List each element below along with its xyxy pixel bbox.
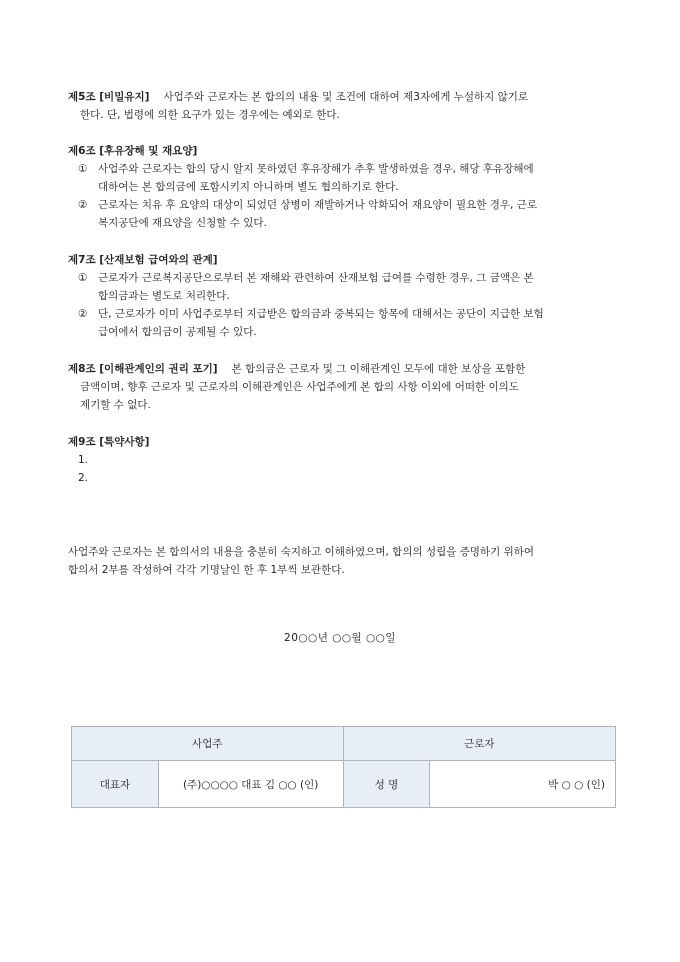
article-8-text-line1: 본 합의금은 근로자 및 그 이해관계인 모두에 대한 보상을 포함한 [231,363,526,375]
article-5-text-line1: 사업주와 근로자는 본 합의의 내용 및 조건에 대하여 제3자에게 누설하지 않기로 [163,91,529,103]
article-5 [68,88,613,124]
closing-statement [68,543,613,579]
agreement-date: 20○○년 ○○월 ○○일 [284,632,396,644]
special-term-item-1: 1. [78,454,89,466]
article-5-heading: 제5조 [비밀유지] [68,91,150,103]
article-9 [68,433,613,487]
article-7-item-1 [68,269,613,305]
item-text-line2: 급여에서 합의금이 공제될 수 있다. [98,326,257,338]
item-marker: ① [78,272,88,284]
article-9-heading: 제9조 [특약사항] [68,436,150,448]
item-marker: ① [78,163,88,175]
article-6-item-2 [68,196,613,232]
worker-name-value: 박 ○ ○ (인) [430,761,616,808]
article-8 [68,360,613,414]
article-8-text-line2: 금액이며, 향후 근로자 및 근로자의 이해관계인은 사업주에게 본 합의 사항 이외에 어떠한 이의도 [80,381,519,393]
article-7-item-2 [68,305,613,341]
item-text-line2: 합의금과는 별도로 처리한다. [98,290,230,302]
article-6-item-1 [68,160,613,196]
article-8-text-line3: 제기할 수 없다. [80,399,151,411]
signature-row [72,761,616,808]
article-6 [68,142,613,232]
item-text-line2: 복지공단에 재요양을 신청할 수 있다. [98,217,267,229]
worker-header: 근로자 [343,727,615,761]
item-marker: ② [78,308,88,320]
employer-header: 사업주 [72,727,344,761]
item-text-line1: 근로자가 근로복지공단으로부터 본 재해와 관련하여 산재보험 급여를 수령한 경우, 그 금액은 본 [98,272,534,284]
item-text-line1: 근로자는 치유 후 요양의 대상이 되었던 상병이 재발하거나 악화되어 재요양이 필요한 경우, 근로 [98,199,537,211]
representative-value: (주)○○○○ 대표 김 ○○ (인) [158,761,343,808]
signature-table [71,726,616,808]
special-term-item-2: 2. [78,472,89,484]
item-text-line1: 단, 근로자가 이미 사업주로부터 지급받은 합의금과 중복되는 항목에 대해서는 공단이 지급한 보험 [98,308,544,320]
closing-line2: 합의서 2부를 작성하여 각각 기명날인 한 후 1부씩 보관한다. [68,564,345,576]
article-7-heading: 제7조 [산재보험 급여와의 관계] [68,254,218,266]
signature-header-row [72,727,616,761]
worker-name-label: 성 명 [343,761,430,808]
representative-label: 대표자 [72,761,159,808]
article-7 [68,251,613,341]
closing-line1: 사업주와 근로자는 본 합의서의 내용을 충분히 숙지하고 이해하였으며, 합의의 성립을 증명하기 위하여 [68,546,535,558]
item-text-line1: 사업주와 근로자는 합의 당시 알지 못하였던 후유장해가 추후 발생하였을 경우, 해당 후유장해에 [98,163,534,175]
item-text-line2: 대하여는 본 합의금에 포함시키지 아니하며 별도 협의하기로 한다. [98,181,399,193]
article-5-text-line2: 한다. 단, 법령에 의한 요구가 있는 경우에는 예외로 한다. [80,109,340,121]
article-8-heading: 제8조 [이해관계인의 권리 포기] [68,363,218,375]
article-6-heading: 제6조 [후유장해 및 재요양] [68,145,198,157]
item-marker: ② [78,199,88,211]
